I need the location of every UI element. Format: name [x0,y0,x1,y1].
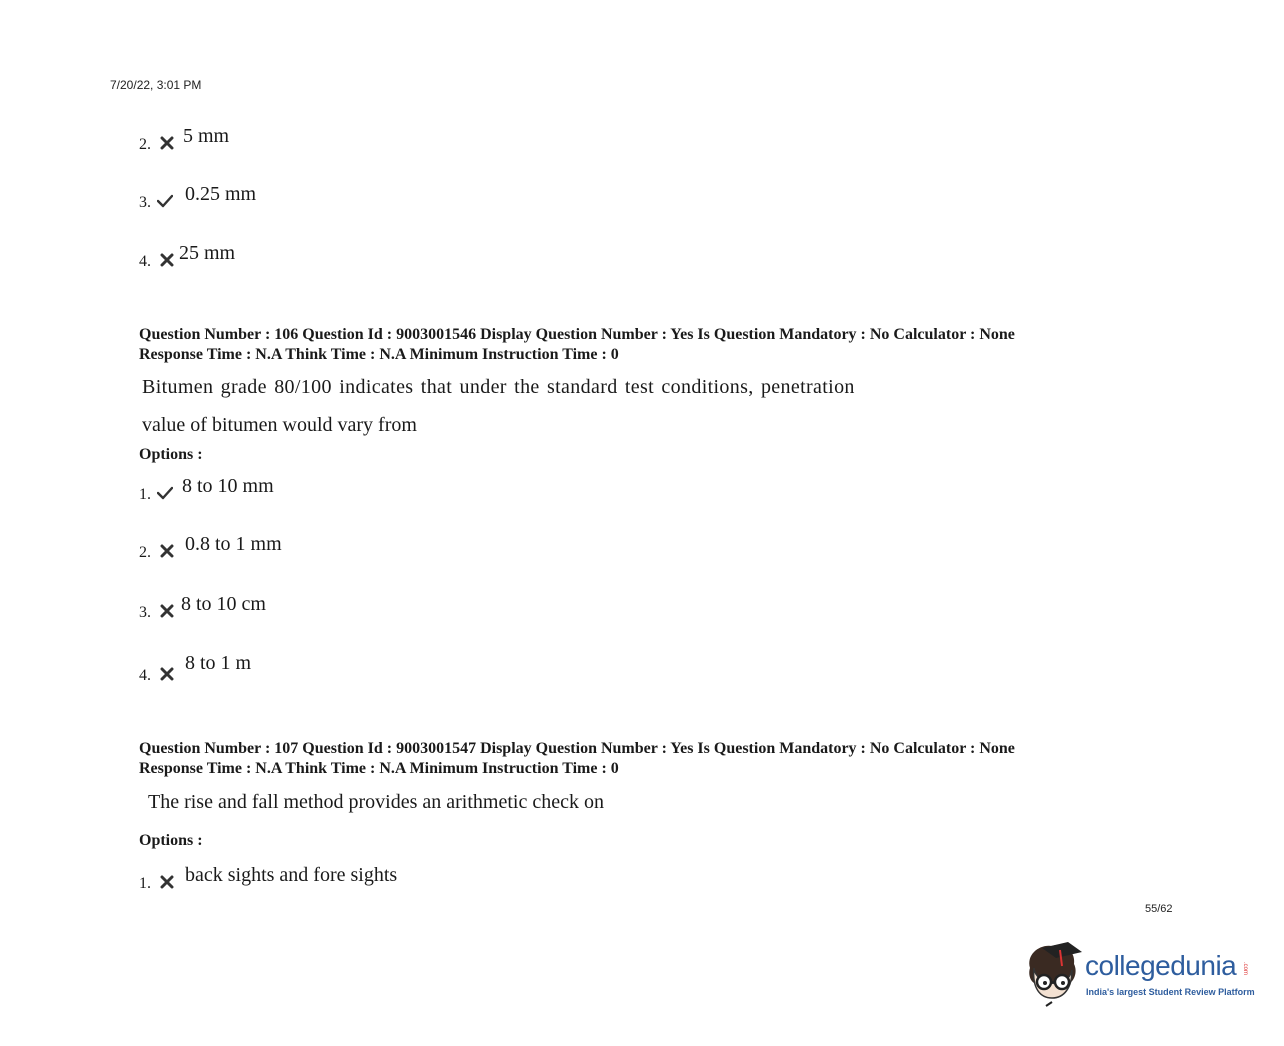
option-number: 3. [139,194,151,211]
option-number: 1. [139,486,151,503]
option-number: 4. [139,667,151,684]
logo-domain-suffix: .com [1242,962,1248,976]
cross-icon [159,544,175,558]
cross-icon [159,136,175,150]
question-meta [139,739,1015,778]
logo-wordmark: collegedunia [1085,950,1237,981]
question-meta [139,325,1015,364]
cross-icon [159,875,175,889]
question-meta-line-1: Question Number : 106 Question Id : 9003001546 Display Question Number : Yes Is Question Mandatory : No Calculator : None [139,326,1015,343]
option-number: 2. [139,136,151,153]
option-number: 3. [139,604,151,621]
mascot-icon [1022,938,1086,1010]
options-label: Options : [139,446,203,463]
question-meta-line-1: Question Number : 107 Question Id : 9003001547 Display Question Number : Yes Is Question Mandatory : No Calculator : None [139,740,1015,757]
question-text: Bitumen grade 80/100 indicates that under the standard test conditions, penetration [142,376,855,398]
page-number: 55/62 [1145,903,1173,915]
option-text: 0.8 to 1 mm [185,533,282,555]
option-text: 8 to 1 m [185,652,252,674]
option-number: 4. [139,253,151,270]
check-icon [157,194,173,208]
options-label: Options : [139,832,203,849]
cross-icon [159,667,175,681]
option-text: 8 to 10 mm [182,475,274,497]
question-meta-line-2: Response Time : N.A Think Time : N.A Minimum Instruction Time : 0 [139,345,619,363]
print-timestamp: 7/20/22, 3:01 PM [110,78,202,92]
option-text: 5 mm [183,125,230,147]
cross-icon [159,604,175,618]
cross-icon [159,253,175,267]
option-number: 2. [139,544,151,561]
logo-tagline: India's largest Student Review Platform [1086,987,1255,997]
option-text: 8 to 10 cm [181,593,266,615]
option-text: 0.25 mm [185,183,257,205]
question-text: value of bitumen would vary from [142,414,417,436]
question-meta-line-2: Response Time : N.A Think Time : N.A Minimum Instruction Time : 0 [139,759,619,777]
option-text: back sights and fore sights [185,864,398,886]
collegedunia-logo [1022,938,1262,1010]
option-text: 25 mm [179,242,236,264]
check-icon [157,486,173,500]
option-number: 1. [139,875,151,892]
question-text: The rise and fall method provides an arithmetic check on [148,791,604,813]
